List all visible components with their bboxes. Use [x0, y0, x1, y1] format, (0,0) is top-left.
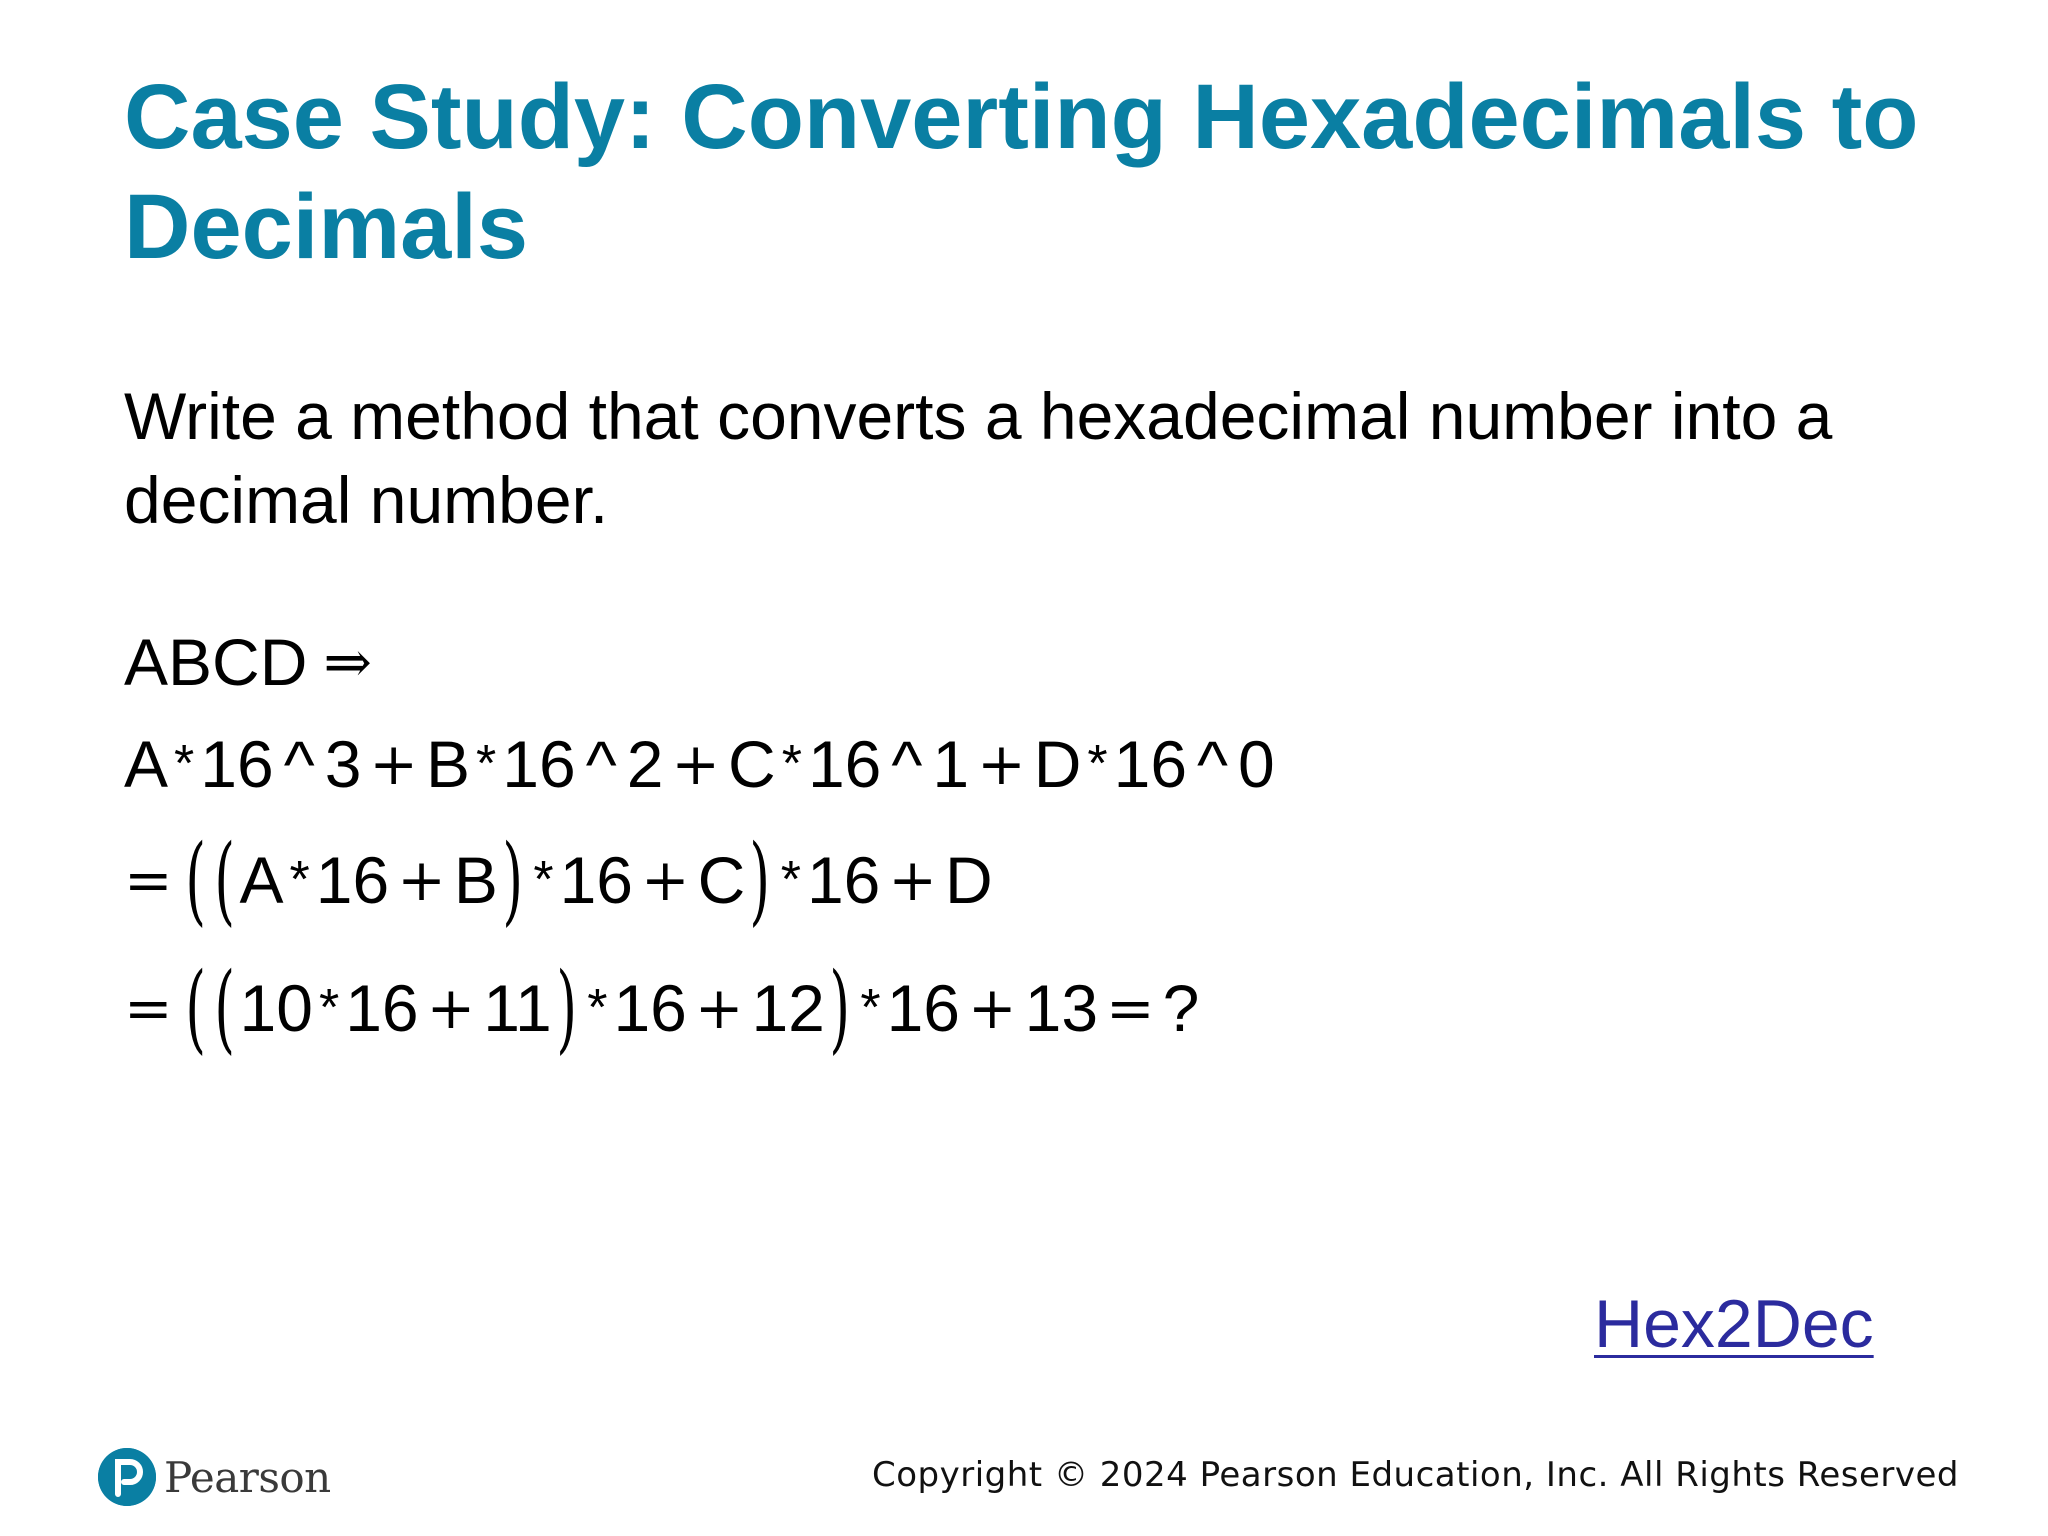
close-paren: ): [502, 824, 523, 936]
digit-d: D: [1033, 727, 1082, 801]
digit-b: B: [453, 843, 498, 917]
plus-sign: +: [977, 730, 1026, 798]
multiply-sign: *: [533, 851, 554, 909]
plus-sign: +: [694, 974, 744, 1042]
multiply-sign: *: [174, 735, 195, 793]
multiply-sign: *: [587, 979, 608, 1037]
value-b: 11: [483, 971, 552, 1045]
plus-sign: +: [426, 974, 476, 1042]
hex2dec-link[interactable]: Hex2Dec: [1594, 1286, 1874, 1362]
base: 16: [345, 971, 419, 1045]
exponent: 1: [932, 727, 970, 801]
digit-c: C: [697, 843, 746, 917]
equation-line-3: [124, 824, 993, 936]
value-d: 13: [1024, 971, 1099, 1045]
open-paren: (: [185, 952, 206, 1064]
equals-sign: =: [1106, 974, 1155, 1042]
base: 16: [559, 843, 633, 917]
hex-term: ABCD: [124, 625, 308, 699]
caret: ^: [283, 727, 315, 801]
plus-sign: +: [397, 846, 446, 914]
multiply-sign: *: [289, 851, 310, 909]
pearson-logo-icon: [98, 1448, 156, 1506]
intro-text: Write a method that converts a hexadecimal number into a decimal number.: [124, 379, 1833, 537]
multiply-sign: *: [860, 979, 881, 1037]
plus-sign: +: [640, 846, 690, 914]
digit-a: A: [124, 727, 169, 801]
close-paren: ): [829, 952, 850, 1064]
base: 16: [200, 727, 274, 801]
caret: ^: [585, 727, 617, 801]
base: 16: [886, 971, 961, 1045]
digit-d: D: [945, 843, 993, 917]
multiply-sign: *: [1087, 735, 1108, 793]
page-title: Case Study: Converting Hexadecimals to Decimals: [124, 66, 1919, 278]
base: 16: [807, 727, 882, 801]
value-a: 10: [239, 971, 313, 1045]
multiply-sign: *: [318, 979, 340, 1037]
multiply-sign: *: [781, 735, 802, 793]
open-paren: (: [214, 952, 236, 1064]
exponent: 2: [626, 727, 664, 801]
plus-sign: +: [369, 730, 419, 798]
multiply-sign: *: [476, 735, 497, 793]
equals-sign: =: [124, 974, 173, 1042]
base: 16: [806, 843, 881, 917]
base: 16: [613, 971, 687, 1045]
plus-sign: +: [888, 846, 937, 914]
multiply-sign: *: [780, 851, 801, 909]
copyright-notice: Copyright © 2024 Pearson Education, Inc. All Rights Reserved: [872, 1455, 1960, 1495]
close-paren: ): [749, 824, 771, 936]
value-c: 12: [751, 971, 825, 1045]
exponent: 0: [1238, 727, 1275, 801]
equals-sign: =: [124, 846, 173, 914]
result-question: ?: [1162, 971, 1200, 1045]
digit-c: C: [728, 727, 776, 801]
plus-sign: +: [671, 730, 721, 798]
equation-line-2: [124, 724, 1275, 804]
base: 16: [1113, 727, 1188, 801]
base: 16: [315, 843, 390, 917]
plus-sign: +: [968, 974, 1017, 1042]
close-paren: ): [556, 952, 577, 1064]
digit-a: A: [239, 843, 284, 917]
equation-line-1: [124, 622, 380, 702]
pearson-wordmark: Pearson: [164, 1452, 331, 1502]
base: 16: [502, 727, 576, 801]
implies-arrow: ⇒: [323, 628, 372, 696]
open-paren: (: [185, 824, 206, 936]
open-paren: (: [214, 824, 236, 936]
caret: ^: [1197, 727, 1229, 801]
digit-b: B: [426, 727, 471, 801]
pearson-logo: [98, 1448, 331, 1506]
caret: ^: [891, 727, 923, 801]
equation-line-4: [124, 952, 1200, 1064]
exponent: 3: [324, 727, 362, 801]
